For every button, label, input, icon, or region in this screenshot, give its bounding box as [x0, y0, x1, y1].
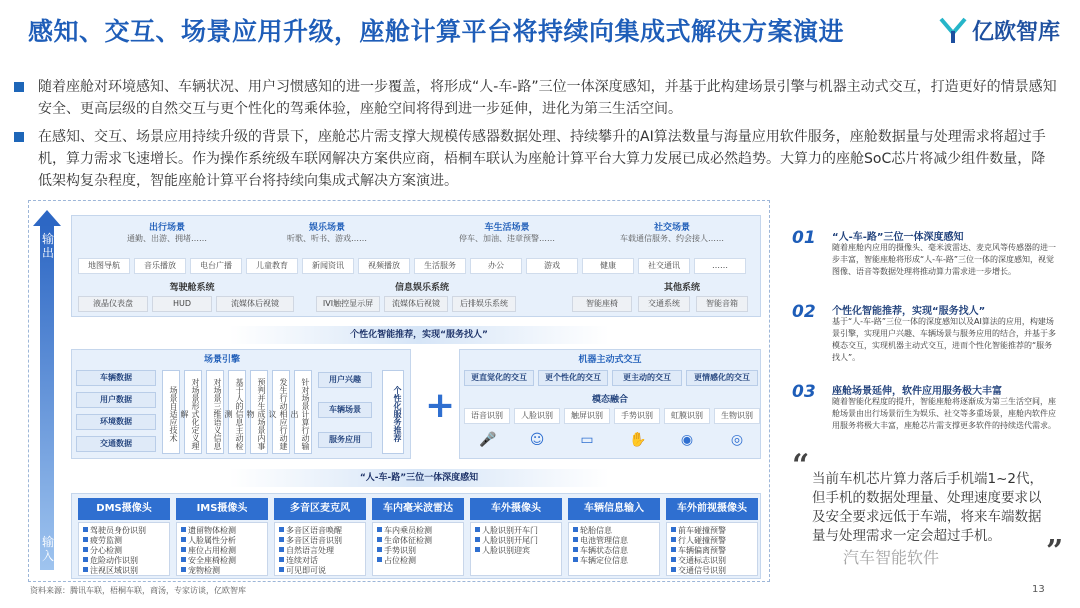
page-number: 13 [1032, 584, 1045, 595]
input-card-title: 多音区麦克风 [274, 498, 366, 520]
scene-sub: 通勤、出游、拥堵…… [127, 234, 207, 243]
paragraph-1: 随着座舱对环境感知、车辆状况、用户习惯感知的进一步覆盖，将形成“人-车-路”三位一体深度感知，并基于此构建场景引擎与机器主动式交互，打造更好的情景感知安全、更高层级的自然交互与更个性化的驾乘体验，座舱空间将得到进一步延伸，进化为第三生活空间。 [38, 76, 1058, 120]
app-chip: 地图导航 [78, 258, 130, 274]
service-tag: 车辆场景 [318, 402, 372, 418]
fusion-title: 模态融合 [591, 395, 628, 405]
engine-step: 场景自适应技术 [162, 370, 180, 454]
bullet-icon [14, 132, 24, 142]
company-logo [938, 14, 1060, 46]
data-tag: 车辆数据 [76, 370, 156, 386]
watermark-text: 汽车智能软件 [843, 548, 940, 567]
engine-step: 基于人的信息主动检测 [228, 370, 246, 454]
app-chip: …… [694, 258, 746, 274]
depth-perception-label: “人-车-路”三位一体深度感知 [229, 469, 609, 487]
app-chip: 电台广播 [190, 258, 242, 274]
system-title: 信息娱乐系统 [394, 283, 449, 293]
scene-row [72, 220, 762, 250]
data-tag: 交通数据 [76, 436, 156, 452]
screen-icon: ▭ [580, 432, 594, 448]
app-chip: 新闻资讯 [302, 258, 354, 274]
scene-sub: 停车、加油、违章预警…… [459, 234, 555, 243]
right-notes [786, 222, 1062, 457]
scene-title: 车生活场景 [484, 223, 530, 233]
logo-icon [938, 15, 968, 45]
input-card-body: 前车碰撞预警 行人碰撞预警 车辆偏离预警 交通标志识别 交通信号识别 [666, 522, 758, 576]
recog-chip: 触屏识别 [564, 408, 610, 424]
scene-engine-title: 场景引擎 [203, 355, 240, 365]
source-note: 资料来源：腾讯车联，梧桐车联，商汤，专家访谈，亿欧智库 [30, 586, 246, 595]
system-chip: 后排娱乐系统 [452, 296, 516, 312]
app-chip: 游戏 [526, 258, 578, 274]
axis-input-label: 输入 [42, 535, 55, 563]
machine-interaction-panel [459, 349, 761, 459]
microphone-icon: 🎤 [479, 432, 497, 448]
note-number: 03 [792, 382, 816, 402]
page-title: 感知、交互、场景应用升级，座舱计算平台将持续向集成式解决方案演进 [28, 17, 845, 46]
recog-chip: 人脸识别 [514, 408, 560, 424]
note-heading: 个性化智能推荐，实现“服务找人” [832, 306, 986, 317]
input-card-title: IMS摄像头 [176, 498, 268, 520]
scene-sub: 车载通信服务、约会接人…… [620, 234, 724, 243]
interaction-tag: 更主动的交互 [612, 370, 682, 386]
system-chip: IVI触控显示屏 [316, 296, 380, 312]
face-icon: ☺ [529, 432, 545, 448]
output-panel [71, 215, 761, 317]
quote-text: 当前车机芯片算力落后手机端1~2代，但手机的数据处理量、处理速度要求以及安全要求远低于车端，将来车端数据量与处理需求一定会超过手机。 [812, 471, 1043, 544]
app-chip: 视频播放 [358, 258, 410, 274]
engine-step: 针对场景计算行动输出 [294, 370, 312, 454]
input-card-title: 车外前视摄像头 [666, 498, 758, 520]
machine-title: 机器主动式交互 [578, 355, 642, 365]
system-chip: 液晶仪表盘 [78, 296, 148, 312]
scene-title: 出行场景 [148, 223, 185, 233]
recog-chip: 虹膜识别 [664, 408, 710, 424]
plus-icon: + [425, 385, 456, 426]
input-card-title: 车辆信息输入 [568, 498, 660, 520]
system-chip: HUD [152, 296, 212, 312]
interaction-tag: 更个性化的交互 [538, 370, 608, 386]
note-heading: “人-车-路”三位一体深度感知 [832, 232, 964, 243]
logo-text: 亿欧智库 [972, 19, 1061, 45]
bullet-icon [14, 82, 24, 92]
system-title: 其他系统 [663, 283, 700, 293]
engine-step: 对场景三维语义信息 [206, 370, 224, 454]
service-recommend-box: 个性化服务推荐 [382, 370, 404, 454]
system-chip: 交通系统 [638, 296, 690, 312]
engine-step: 对场景形式化定义理解 [184, 370, 202, 454]
note-heading: 座舱场景延伸，软件应用服务极大丰富 [832, 386, 1002, 397]
system-chip: 流媒体后视镜 [216, 296, 294, 312]
app-chip: 办公 [470, 258, 522, 274]
input-card-title: DMS摄像头 [78, 498, 170, 520]
input-card-body: 遗留物体检测 人脸属性分析 座位占用检测 安全座椅检测 宠物检测 [176, 522, 268, 576]
note-text: 随着智能化程度的提升，智能座舱将逐渐成为第三生活空间，座舱场景由出行场景衍生为娱乐、社交等多重场景，座舱内软件应用服务将极大丰富，座舱芯片需支撑更多软件的持续迭代需求。 [832, 397, 1056, 430]
eye-icon: ◉ [680, 432, 694, 448]
interaction-tag: 更直觉化的交互 [464, 370, 534, 386]
app-chip: 健康 [582, 258, 634, 274]
scene-engine-panel [71, 349, 411, 459]
input-card-body: 多音区语音唤醒 多音区语音识别 自然语言处理 连续对话 可见即可说 [274, 522, 366, 576]
input-card-body: 车内乘员检测 生命体征检测 手势识别 占位检测 [372, 522, 464, 576]
axis-output-label: 输出 [42, 232, 55, 260]
scene-title: 娱乐场景 [308, 223, 345, 233]
fingerprint-icon: ◎ [730, 432, 744, 448]
input-panel [71, 493, 761, 579]
personal-recommend-label: 个性化智能推荐，实现“服务找人” [229, 326, 609, 344]
quote-close-icon: ” [1046, 534, 1064, 569]
app-chip: 社交通讯 [638, 258, 690, 274]
data-tag: 用户数据 [76, 392, 156, 408]
system-chip: 流媒体后视镜 [384, 296, 448, 312]
system-chip: 智能音箱 [696, 296, 748, 312]
engine-step: 预判并生成场景内事物 [250, 370, 268, 454]
note-number: 01 [792, 228, 816, 248]
scene-sub: 听歌、听书、游戏…… [287, 234, 367, 243]
system-chip: 智能座椅 [572, 296, 632, 312]
data-tag: 环境数据 [76, 414, 156, 430]
input-card-title: 车内毫米波雷达 [372, 498, 464, 520]
hand-icon: ✋ [629, 432, 647, 448]
recog-chip: 生物识别 [714, 408, 760, 424]
app-chip: 儿童教育 [246, 258, 298, 274]
note-text: 基于“人-车-路”三位一体的深度感知以及AI算法的应用，构建场景引擎，实现用户兴趣、车辆场景与服务应用的结合，并基于多模态交互，实现机器主动式交互，进而个性化智能推荐的“服务找人”。 [832, 317, 1056, 362]
note-number: 02 [792, 302, 816, 322]
input-card-body: 驾驶员身份识别 疲劳监测 分心检测 危险动作识别 注视区域识别 [78, 522, 170, 576]
service-tag: 用户兴趣 [318, 372, 372, 388]
input-card-body: 轮胎信息 电池管理信息 车辆状态信息 车辆定位信息 [568, 522, 660, 576]
note-text: 随着座舱内应用的摄像头、毫米波雷达、麦克风等传感器的进一步丰富，智能座舱将形成“人-车-路”三位一体的深度感知，视觉图像、语音等数据处理将推动算力需求进一步增长。 [832, 243, 1056, 276]
input-card-title: 车外摄像头 [470, 498, 562, 520]
interaction-tag: 更情感化的交互 [686, 370, 758, 386]
scene-title: 社交场景 [653, 223, 690, 233]
paragraph-2: 在感知、交互、场景应用持续升级的背景下，座舱芯片需支撑大规模传感器数据处理、持续攀升的AI算法数量与海量应用软件服务，座舱数据量与处理需求将超过手机，算力需求飞速增长。作为操作系统级车联网解决方案供应商，梧桐车联认为座舱计算平台大算力发展已成必然趋势。大算力的座舱SoC芯片将减少组件数量，降低架构复杂程度，智能座舱计算平台将持续向集成式解决方案演进。 [38, 126, 1058, 192]
app-chip: 生活服务 [414, 258, 466, 274]
input-card-body: 人脸识别开车门 人脸识别开尾门 人脸识别迎宾 [470, 522, 562, 576]
architecture-diagram [28, 200, 770, 582]
recog-chip: 语音识别 [464, 408, 510, 424]
app-chip: 音乐播放 [134, 258, 186, 274]
engine-step: 发生行动相应行动建议 [272, 370, 290, 454]
system-title: 驾驶舱系统 [169, 283, 215, 293]
service-tag: 服务应用 [318, 432, 372, 448]
quote-open-icon: “ [792, 448, 810, 483]
recog-chip: 手势识别 [614, 408, 660, 424]
